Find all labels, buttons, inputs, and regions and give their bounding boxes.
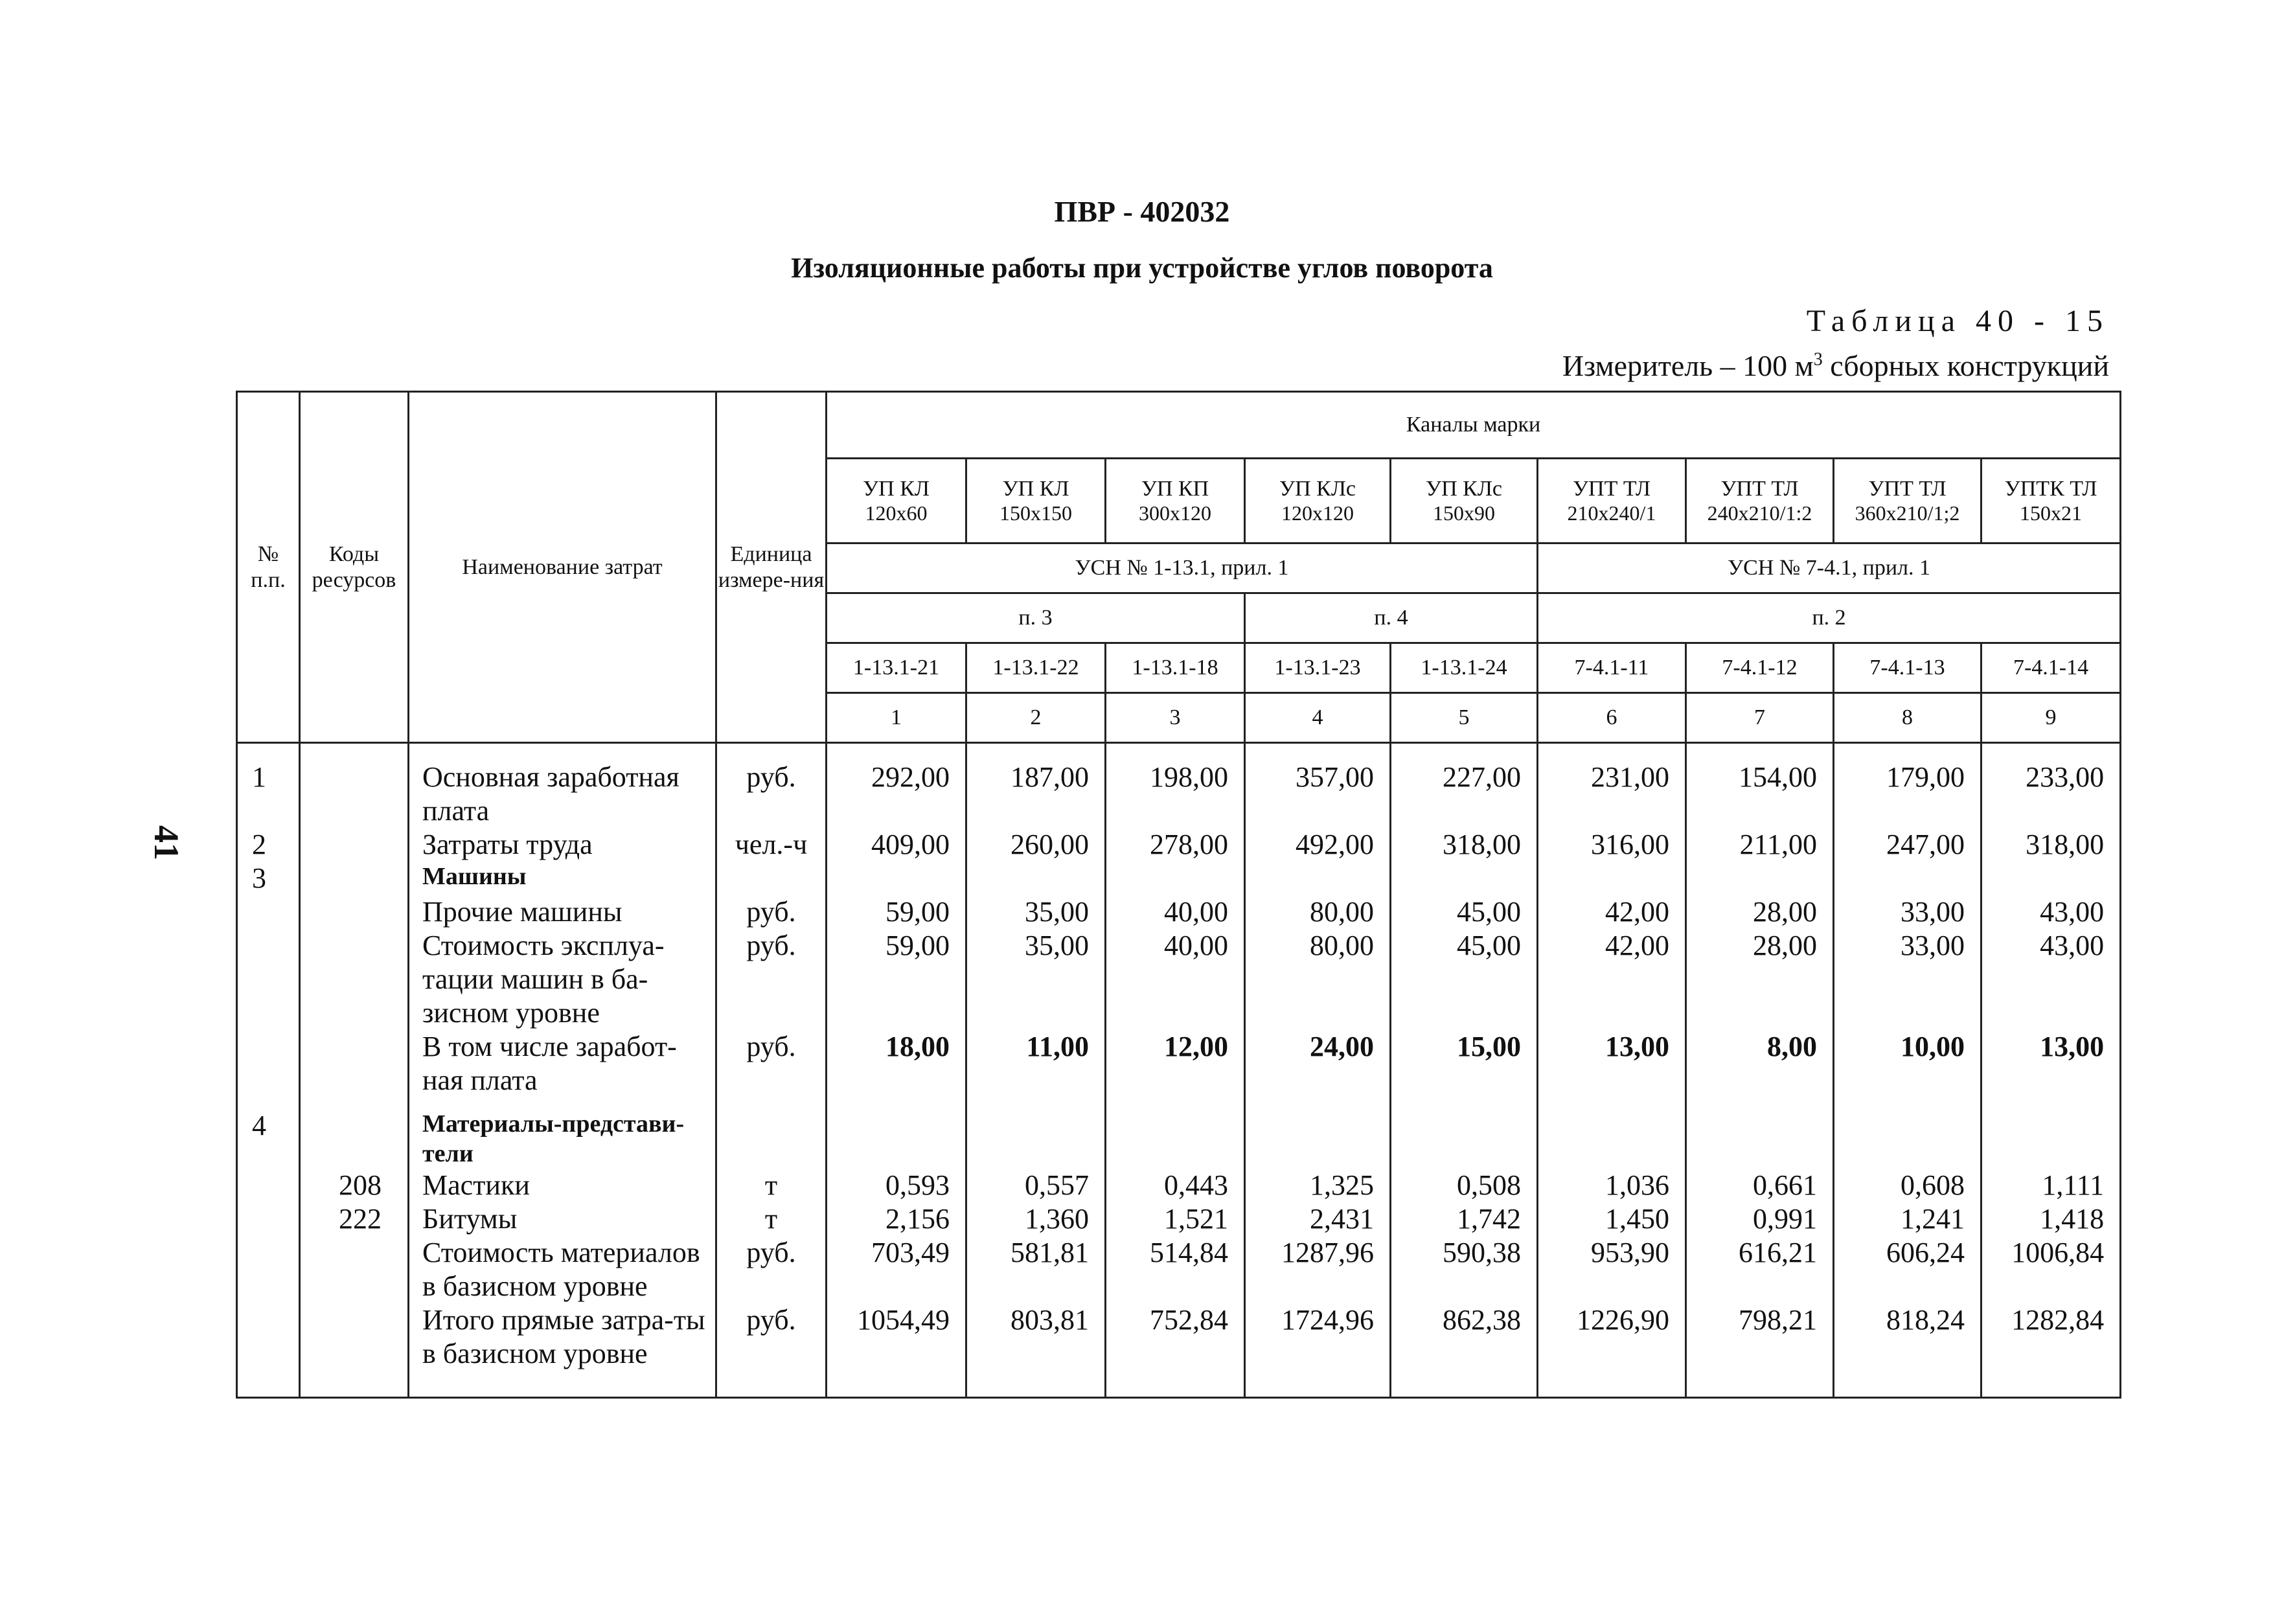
row-number <box>237 1236 300 1303</box>
table-row <box>237 862 2121 895</box>
cost-name: Материалы-представи-тели <box>409 1097 716 1169</box>
cost-name: Мастики <box>409 1169 716 1202</box>
value-cell: 492,00 <box>1245 828 1391 862</box>
brand-name: УПТ ТЛ <box>1720 477 1799 501</box>
value-cell: 1,241 <box>1834 1202 1981 1236</box>
value-cell <box>1245 862 1391 895</box>
header-unit: Единица измере-ния <box>716 392 827 743</box>
brand-size: 120x120 <box>1281 501 1354 525</box>
table-row <box>237 828 2121 862</box>
value-cell: 1724,96 <box>1245 1303 1391 1398</box>
unit: руб. <box>716 1303 827 1398</box>
brand-cell <box>1981 459 2121 543</box>
brand-name: УП КЛ <box>863 477 930 501</box>
row-number: 3 <box>237 862 300 895</box>
resource-code <box>300 1097 409 1169</box>
brand-cell <box>1391 459 1538 543</box>
page-number: 41 <box>147 825 186 860</box>
value-cell <box>1981 862 2121 895</box>
cost-name: Стоимость эксплуа-тации машин в ба-зисном уровне <box>409 929 716 1030</box>
value-cell: 24,00 <box>1245 1030 1391 1097</box>
value-cell: 260,00 <box>966 828 1106 862</box>
column-number: 6 <box>1538 693 1686 743</box>
unit: т <box>716 1169 827 1202</box>
unit: руб. <box>716 895 827 929</box>
row-number <box>237 929 300 1030</box>
row-number <box>237 1303 300 1398</box>
brand-name: УП КЛс <box>1426 477 1502 501</box>
value-cell: 292,00 <box>827 743 966 829</box>
point-2: п. 2 <box>1538 593 2121 643</box>
document-title: ПВР - 402032 <box>1054 195 1230 228</box>
value-cell: 179,00 <box>1834 743 1981 829</box>
code-cell: 1-13.1-21 <box>827 643 966 693</box>
code-cell: 7-4.1-12 <box>1686 643 1834 693</box>
value-cell: 581,81 <box>966 1236 1106 1303</box>
cost-name: В том числе заработ-ная плата <box>409 1030 716 1097</box>
row-number: 2 <box>237 828 300 862</box>
resource-code <box>300 929 409 1030</box>
value-cell: 357,00 <box>1245 743 1391 829</box>
value-cell: 798,21 <box>1686 1303 1834 1398</box>
table-header <box>237 392 2121 743</box>
row-number: 1 <box>237 743 300 829</box>
brand-size: 210x240/1 <box>1567 501 1656 525</box>
value-cell: 0,661 <box>1686 1169 1834 1202</box>
table-label: Таблица 40 - 15 <box>1806 304 2109 338</box>
value-cell: 590,38 <box>1391 1236 1538 1303</box>
unit: руб. <box>716 743 827 829</box>
header-codes: Коды ресурсов <box>300 392 409 743</box>
table-body <box>237 743 2121 1398</box>
value-cell: 318,00 <box>1391 828 1538 862</box>
value-cell: 40,00 <box>1106 895 1245 929</box>
value-cell: 35,00 <box>966 895 1106 929</box>
value-cell: 1,360 <box>966 1202 1106 1236</box>
value-cell: 1,325 <box>1245 1169 1391 1202</box>
brand-cell <box>1106 459 1245 543</box>
value-cell: 33,00 <box>1834 929 1981 1030</box>
code-cell: 1-13.1-23 <box>1245 643 1391 693</box>
point-4: п. 4 <box>1245 593 1538 643</box>
value-cell <box>966 862 1106 895</box>
brand-size: 120x60 <box>865 501 928 525</box>
brand-size: 150x21 <box>2020 501 2083 525</box>
value-cell: 247,00 <box>1834 828 1981 862</box>
brand-size: 360x210/1;2 <box>1855 501 1960 525</box>
value-cell: 803,81 <box>966 1303 1106 1398</box>
value-cell: 198,00 <box>1106 743 1245 829</box>
value-cell: 59,00 <box>827 895 966 929</box>
document-subtitle: Изоляционные работы при устройстве углов поворота <box>791 252 1493 284</box>
value-cell: 278,00 <box>1106 828 1245 862</box>
column-number: 4 <box>1245 693 1391 743</box>
table-row <box>237 895 2121 929</box>
value-cell: 0,991 <box>1686 1202 1834 1236</box>
value-cell: 1282,84 <box>1981 1303 2121 1398</box>
brand-size: 150x90 <box>1433 501 1495 525</box>
value-cell: 862,38 <box>1391 1303 1538 1398</box>
cost-name: Битумы <box>409 1202 716 1236</box>
cost-name: Машины <box>409 862 716 895</box>
value-cell: 1,521 <box>1106 1202 1245 1236</box>
code-cell: 1-13.1-22 <box>966 643 1106 693</box>
value-cell: 1,036 <box>1538 1169 1686 1202</box>
row-number <box>237 895 300 929</box>
measure-suffix: сборных конструкций <box>1822 349 2109 382</box>
value-cell: 13,00 <box>1981 1030 2121 1097</box>
cost-name: Прочие машины <box>409 895 716 929</box>
value-cell: 11,00 <box>966 1030 1106 1097</box>
usn-2: УСН № 7-4.1, прил. 1 <box>1538 543 2121 593</box>
value-cell <box>1981 1097 2121 1169</box>
value-cell: 616,21 <box>1686 1236 1834 1303</box>
value-cell: 12,00 <box>1106 1030 1245 1097</box>
resource-code <box>300 862 409 895</box>
value-cell: 187,00 <box>966 743 1106 829</box>
brand-name: УП КЛ <box>1002 477 1069 501</box>
brand-name: УП КЛс <box>1279 477 1356 501</box>
value-cell: 1226,90 <box>1538 1303 1686 1398</box>
value-cell: 2,156 <box>827 1202 966 1236</box>
resource-code <box>300 895 409 929</box>
value-cell: 28,00 <box>1686 929 1834 1030</box>
value-cell: 703,49 <box>827 1236 966 1303</box>
row-number: 4 <box>237 1097 300 1169</box>
measure-sup: 3 <box>1813 349 1823 370</box>
unit: руб. <box>716 929 827 1030</box>
value-cell <box>1686 862 1834 895</box>
value-cell: 2,431 <box>1245 1202 1391 1236</box>
cost-name: Стоимость материалов в базисном уровне <box>409 1236 716 1303</box>
table-row <box>237 929 2121 1030</box>
brand-size: 300x120 <box>1139 501 1211 525</box>
measure-line <box>1562 349 2109 383</box>
value-cell <box>1245 1097 1391 1169</box>
value-cell: 233,00 <box>1981 743 2121 829</box>
table-row <box>237 1236 2121 1303</box>
value-cell <box>827 862 966 895</box>
table-row <box>237 1202 2121 1236</box>
value-cell: 752,84 <box>1106 1303 1245 1398</box>
usn-1: УСН № 1-13.1, прил. 1 <box>827 543 1538 593</box>
resource-code <box>300 828 409 862</box>
brand-name: УПТ ТЛ <box>1868 477 1947 501</box>
value-cell <box>1538 862 1686 895</box>
unit <box>716 1097 827 1169</box>
value-cell <box>1106 862 1245 895</box>
table-row <box>237 1097 2121 1169</box>
resource-code: 208 <box>300 1169 409 1202</box>
value-cell <box>966 1097 1106 1169</box>
value-cell <box>1538 1097 1686 1169</box>
table-row <box>237 1030 2121 1097</box>
unit: чел.-ч <box>716 828 827 862</box>
value-cell: 154,00 <box>1686 743 1834 829</box>
value-cell: 1,742 <box>1391 1202 1538 1236</box>
code-cell: 7-4.1-11 <box>1538 643 1686 693</box>
value-cell: 1,450 <box>1538 1202 1686 1236</box>
brand-cell <box>1245 459 1391 543</box>
value-cell: 0,593 <box>827 1169 966 1202</box>
unit: т <box>716 1202 827 1236</box>
cost-name: Основная заработная плата <box>409 743 716 829</box>
cost-name: Итого прямые затра-ты в базисном уровне <box>409 1303 716 1398</box>
resource-code <box>300 743 409 829</box>
code-cell: 7-4.1-13 <box>1834 643 1981 693</box>
resource-code <box>300 1030 409 1097</box>
value-cell <box>1686 1097 1834 1169</box>
resource-code <box>300 1236 409 1303</box>
unit: руб. <box>716 1030 827 1097</box>
value-cell: 0,443 <box>1106 1169 1245 1202</box>
value-cell: 1006,84 <box>1981 1236 2121 1303</box>
unit <box>716 862 827 895</box>
value-cell: 45,00 <box>1391 929 1538 1030</box>
brand-name: УП КП <box>1141 477 1209 501</box>
value-cell: 10,00 <box>1834 1030 1981 1097</box>
value-cell: 45,00 <box>1391 895 1538 929</box>
code-cell: 1-13.1-18 <box>1106 643 1245 693</box>
value-cell: 33,00 <box>1834 895 1981 929</box>
row-number <box>237 1202 300 1236</box>
value-cell: 80,00 <box>1245 895 1391 929</box>
column-number: 3 <box>1106 693 1245 743</box>
value-cell <box>1391 1097 1538 1169</box>
value-cell: 42,00 <box>1538 895 1686 929</box>
value-cell: 0,557 <box>966 1169 1106 1202</box>
measure-prefix: Измеритель – 100 м <box>1562 349 1814 382</box>
brand-size: 240x210/1:2 <box>1707 501 1812 525</box>
resource-code <box>300 1303 409 1398</box>
row-number <box>237 1169 300 1202</box>
value-cell: 514,84 <box>1106 1236 1245 1303</box>
value-cell: 1287,96 <box>1245 1236 1391 1303</box>
value-cell: 231,00 <box>1538 743 1686 829</box>
value-cell <box>1391 862 1538 895</box>
value-cell: 818,24 <box>1834 1303 1981 1398</box>
value-cell: 211,00 <box>1686 828 1834 862</box>
value-cell: 28,00 <box>1686 895 1834 929</box>
brand-cell <box>827 459 966 543</box>
brand-cell <box>966 459 1106 543</box>
code-cell: 1-13.1-24 <box>1391 643 1538 693</box>
table-row <box>237 1303 2121 1398</box>
value-cell: 13,00 <box>1538 1030 1686 1097</box>
value-cell: 43,00 <box>1981 929 2121 1030</box>
value-cell <box>827 1097 966 1169</box>
column-number: 8 <box>1834 693 1981 743</box>
table-row <box>237 743 2121 829</box>
value-cell: 18,00 <box>827 1030 966 1097</box>
brand-cell <box>1686 459 1834 543</box>
value-cell: 80,00 <box>1245 929 1391 1030</box>
value-cell: 0,508 <box>1391 1169 1538 1202</box>
brand-size: 150x150 <box>999 501 1072 525</box>
value-cell: 59,00 <box>827 929 966 1030</box>
table-row <box>237 1169 2121 1202</box>
column-number: 1 <box>827 693 966 743</box>
header-no: № п.п. <box>237 392 300 743</box>
point-3: п. 3 <box>827 593 1245 643</box>
resource-code: 222 <box>300 1202 409 1236</box>
cost-table <box>236 391 2121 1399</box>
row-number <box>237 1030 300 1097</box>
value-cell: 953,90 <box>1538 1236 1686 1303</box>
brand-cell <box>1538 459 1686 543</box>
unit: руб. <box>716 1236 827 1303</box>
value-cell: 409,00 <box>827 828 966 862</box>
brand-name: УПТ ТЛ <box>1572 477 1651 501</box>
value-cell: 40,00 <box>1106 929 1245 1030</box>
value-cell: 606,24 <box>1834 1236 1981 1303</box>
value-cell: 227,00 <box>1391 743 1538 829</box>
value-cell: 1,111 <box>1981 1169 2121 1202</box>
column-number: 9 <box>1981 693 2121 743</box>
header-group: Каналы марки <box>827 392 2121 459</box>
code-cell: 7-4.1-14 <box>1981 643 2121 693</box>
column-number: 7 <box>1686 693 1834 743</box>
value-cell: 15,00 <box>1391 1030 1538 1097</box>
column-number: 5 <box>1391 693 1538 743</box>
value-cell: 318,00 <box>1981 828 2121 862</box>
column-number: 2 <box>966 693 1106 743</box>
value-cell: 43,00 <box>1981 895 2121 929</box>
value-cell: 316,00 <box>1538 828 1686 862</box>
brand-name: УПТК ТЛ <box>2004 477 2097 501</box>
value-cell <box>1834 862 1981 895</box>
value-cell: 35,00 <box>966 929 1106 1030</box>
cost-name: Затраты труда <box>409 828 716 862</box>
value-cell: 1054,49 <box>827 1303 966 1398</box>
value-cell: 42,00 <box>1538 929 1686 1030</box>
value-cell: 0,608 <box>1834 1169 1981 1202</box>
header-name: Наименование затрат <box>409 392 716 743</box>
brand-cell <box>1834 459 1981 543</box>
value-cell <box>1834 1097 1981 1169</box>
value-cell: 8,00 <box>1686 1030 1834 1097</box>
value-cell <box>1106 1097 1245 1169</box>
value-cell: 1,418 <box>1981 1202 2121 1236</box>
